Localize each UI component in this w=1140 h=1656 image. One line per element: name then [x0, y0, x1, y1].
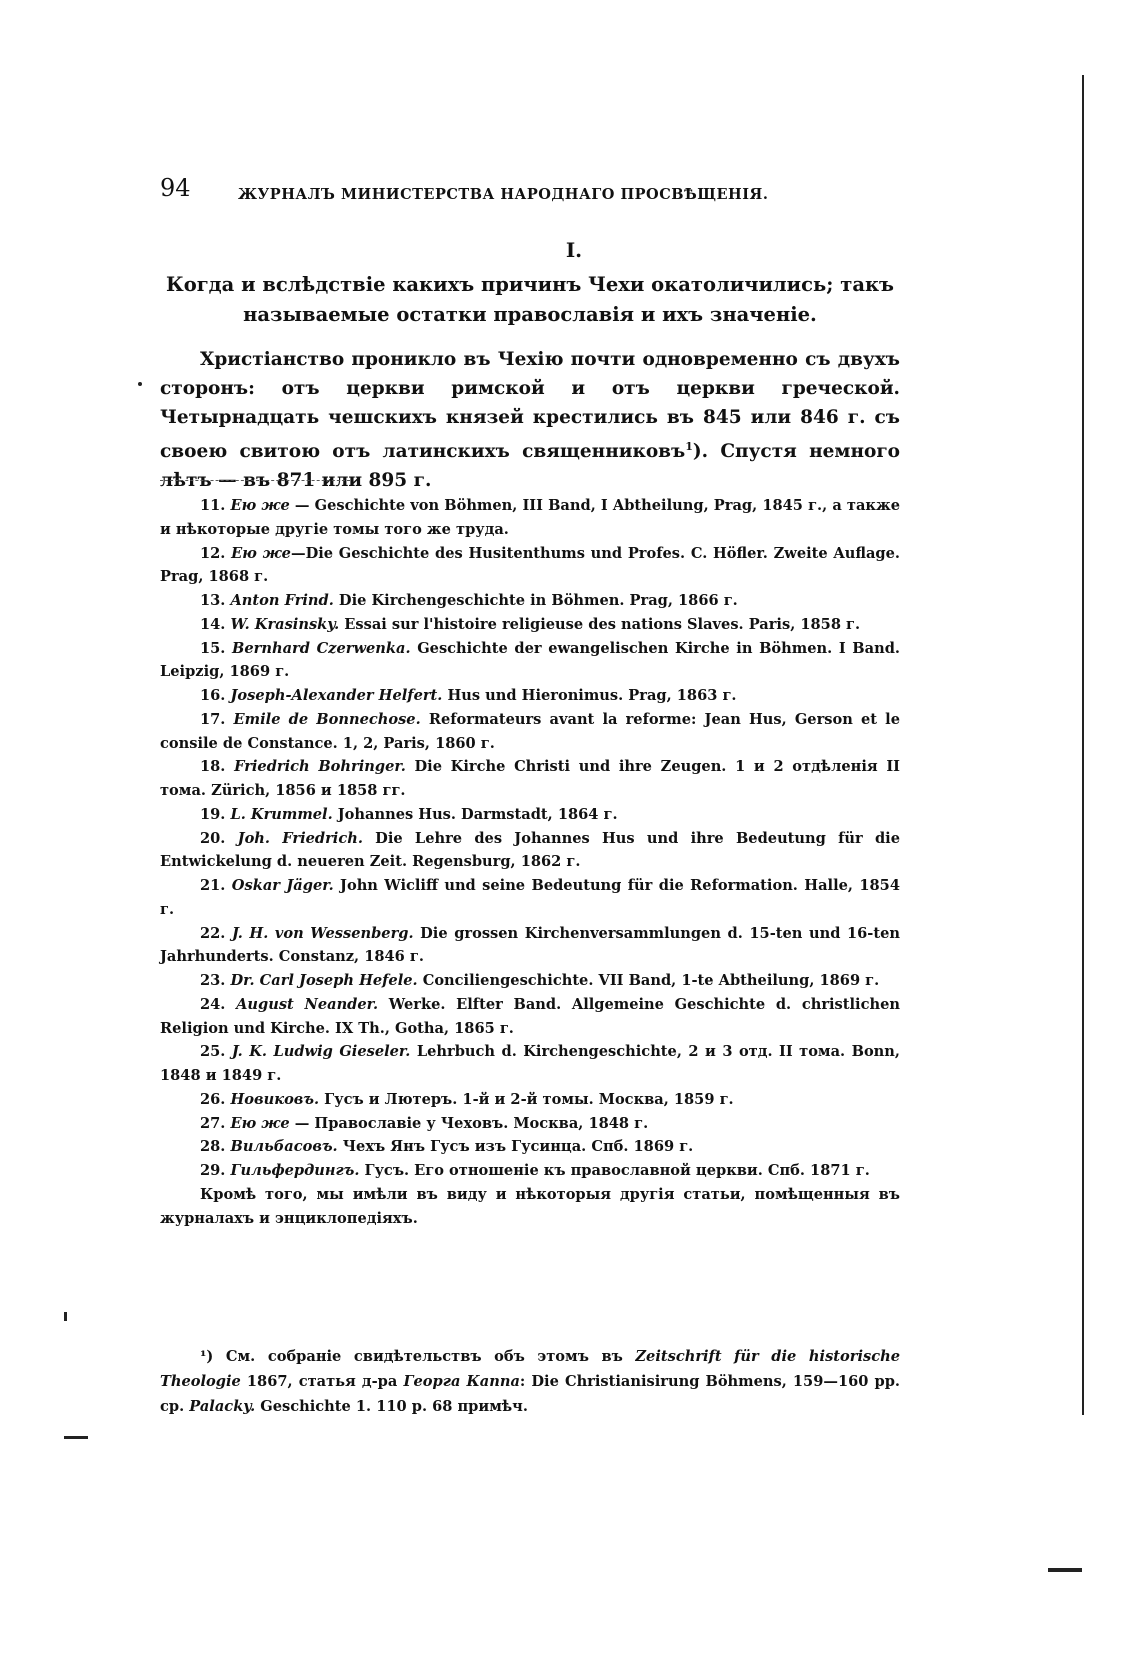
reference-author: W. Krasinsky.	[230, 615, 340, 633]
section-number: I.	[565, 238, 583, 262]
reference-author: Ею же	[230, 497, 290, 514]
reference-author: Dr. Carl Joseph Hefele.	[230, 972, 418, 989]
reference-number: 18.	[200, 758, 226, 776]
page-number: 94	[160, 174, 191, 202]
reference-item	[160, 589, 900, 613]
reference-item	[160, 993, 900, 1041]
reference-number: 17.	[200, 710, 226, 728]
reference-text: Essai sur l'histoire religieuse des nations Slaves. Paris, 1858 г.	[339, 615, 861, 633]
scan-mark	[64, 1312, 67, 1321]
reference-author: Joseph-Alexander Helfert.	[230, 687, 443, 704]
reference-text: Гусъ. Его отношеніе къ православной церкви. Спб. 1871 г.	[359, 1162, 870, 1179]
footnote	[160, 1344, 900, 1419]
page-edge-line	[1082, 75, 1084, 1415]
reference-text: Die Kirche Christi und ihre Zeugen. 1 и 2 отдѣленія II тома. Zürich, 1856 и 1858 гг.	[160, 758, 900, 799]
reference-author: Ею же	[231, 544, 291, 562]
reference-number: 14.	[200, 615, 226, 633]
reference-number: 13.	[200, 592, 226, 609]
reference-number: 27.	[200, 1114, 226, 1132]
reference-number: 12.	[200, 544, 226, 562]
footnote-palacky: Palacky.	[189, 1398, 256, 1415]
reference-item	[160, 1088, 900, 1112]
page-header	[160, 174, 900, 212]
reference-item	[160, 684, 900, 708]
reference-author: Anton Frind.	[230, 592, 334, 609]
reference-text: Werke. Elfter Band. Allgemeine Geschichte d. christlichen Religion und Kirche. IX Th., Gotha, 1865 г.	[160, 995, 900, 1037]
footnote-reference: 1	[685, 440, 693, 453]
reference-item	[160, 874, 900, 922]
body-paragraph	[160, 345, 900, 495]
reference-number: 28.	[200, 1138, 226, 1156]
reference-list	[160, 494, 900, 1230]
reference-number: 26.	[200, 1090, 226, 1108]
reference-text: Geschichte der ewangelischen Kirche in Böhmen. I Band. Leipzig, 1869 г.	[160, 639, 900, 681]
reference-item	[160, 1159, 900, 1183]
reference-text: John Wicliff und seine Bedeutung für die Reformation. Halle, 1854 г.	[160, 877, 900, 918]
chapter-title-line-1: Когда и вслѣдствіе какихъ причинъ Чехи окатоличились; такъ	[165, 273, 895, 296]
scan-mark	[1048, 1568, 1082, 1572]
reference-item	[160, 922, 900, 970]
footnote-text-4: Geschichte 1. 110 р. 68 примѣч.	[255, 1398, 528, 1415]
scan-mark	[138, 382, 142, 386]
reference-item	[160, 755, 900, 803]
reference-author: Emile de Bonnechose.	[233, 710, 421, 728]
reference-number: 19.	[200, 805, 226, 823]
reference-author: Oskar Jäger.	[231, 877, 334, 894]
reference-item	[160, 542, 900, 590]
reference-number: 15.	[200, 639, 226, 657]
reference-text: Чехъ Янъ Гусъ изъ Гусинца. Спб. 1869 г.	[337, 1138, 694, 1156]
footnote-text-1: См. собраніе свидѣтельствъ объ этомъ въ	[213, 1348, 636, 1365]
reference-text: Die grossen Kirchenversammlungen d. 15-ten und 16-ten Jahrhunderts. Constanz, 1846 г.	[160, 924, 900, 966]
chapter-title-line-2: называемые остатки православія и ихъ значеніе.	[243, 303, 817, 326]
reference-item	[160, 613, 900, 637]
reference-text: —Die Geschichte des Husitenthums und Profes. C. Höfler. Zweite Auflage. Prag, 1868 г.	[160, 544, 900, 586]
reference-item	[160, 1135, 900, 1159]
reference-number: 23.	[200, 972, 226, 989]
reference-text: Гусъ и Лютеръ. 1-й и 2-й томы. Москва, 1859 г.	[319, 1090, 734, 1108]
reference-text: Reformateurs avant la reforme: Jean Hus, Gerson et le consile de Constance. 1, 2, Paris, 1860 г.	[160, 710, 900, 752]
reference-author: Friedrich Bohringer.	[234, 758, 406, 776]
reference-text: Lehrbuch d. Kirchengeschichte, 2 и 3 отд. II тома. Bonn, 1848 и 1849 г.	[160, 1043, 900, 1084]
reference-number: 20.	[200, 829, 226, 847]
chapter-title	[160, 270, 900, 330]
footnote-mark: ¹)	[200, 1348, 214, 1365]
reference-item	[160, 1112, 900, 1136]
reference-number: 21.	[200, 877, 226, 894]
section-separator	[160, 480, 350, 481]
reference-text: Johannes Hus. Darmstadt, 1864 г.	[332, 805, 618, 823]
footnote-author: Георга Каппа	[403, 1373, 520, 1390]
running-title: ЖУРНАЛЪ МИНИСТЕРСТВА НАРОДНАГО ПРОСВѢЩЕНІЯ.	[238, 186, 769, 203]
reference-number: 29.	[200, 1162, 226, 1179]
reference-author: L. Krummel.	[230, 805, 333, 823]
reference-item	[160, 1040, 900, 1088]
reference-number: 25.	[200, 1043, 226, 1061]
reference-item	[160, 969, 900, 993]
reference-number: 11.	[200, 497, 226, 514]
reference-item	[160, 708, 900, 756]
reference-text: Die Kirchengeschichte in Böhmen. Prag, 1866 г.	[333, 592, 738, 609]
footnote-text-2: 1867, статья д-ра	[240, 1373, 404, 1390]
reference-number: 16.	[200, 687, 226, 704]
body-paragraph-end: ). Спустя немного лѣтъ — въ 871 или 895 г.	[160, 441, 901, 492]
reference-text: — Православіе у Чеховъ. Москва, 1848 г.	[289, 1114, 649, 1132]
reference-item	[160, 494, 900, 542]
reference-author: Вильбасовъ.	[230, 1138, 338, 1156]
closing-note: Кромѣ того, мы имѣли въ виду и нѣкоторыя другія статьи, помѣщенныя въ журналахъ и энциклопедіяхъ.	[160, 1185, 900, 1227]
reference-author: Bernhard Czerwenka.	[232, 639, 411, 657]
reference-item	[160, 803, 900, 827]
reference-author: Новиковъ.	[230, 1090, 320, 1108]
reference-text: Hus und Hieronimus. Prag, 1863 г.	[442, 687, 737, 704]
reference-item	[160, 637, 900, 685]
reference-author: Joh. Friedrich.	[237, 829, 363, 847]
body-paragraph-text: Христіанство проникло въ Чехію почти одновременно съ двухъ сторонъ: отъ церкви римской и отъ церкви греческой. Четырнадцать чешскихъ князей крестились въ 845 или 846 г. съ своею свитою отъ латинскихъ священниковъ	[160, 349, 900, 463]
reference-item	[160, 827, 900, 875]
reference-number: 22.	[200, 924, 226, 942]
reference-text: Die Lehre des Johannes Hus und ihre Bedeutung für die Entwickelung d. neueren Zeit. Regensburg, 1862 г.	[160, 829, 900, 871]
reference-author: J. H. von Wessenberg.	[231, 924, 414, 942]
reference-number: 24.	[200, 995, 226, 1013]
reference-author: Гильфердингъ.	[230, 1162, 360, 1179]
scan-mark	[64, 1436, 88, 1439]
footnote-journal: Zeitschrift für die historische Theologie	[160, 1348, 900, 1390]
reference-author: August Neander.	[236, 995, 379, 1013]
reference-author: Ею же	[230, 1114, 290, 1132]
reference-text: — Geschichte von Böhmen, III Band, I Abtheilung, Prag, 1845 г., а также и нѣкоторые другіе томы того же труда.	[160, 497, 900, 538]
reference-text: Conciliengeschichte. VII Band, 1-te Abtheilung, 1869 г.	[417, 972, 880, 989]
reference-author: J. K. Ludwig Gieseler.	[231, 1043, 411, 1061]
footnote-text-3: : Die Christianisirung Böhmens, 159—160 pp. ср.	[160, 1373, 900, 1415]
